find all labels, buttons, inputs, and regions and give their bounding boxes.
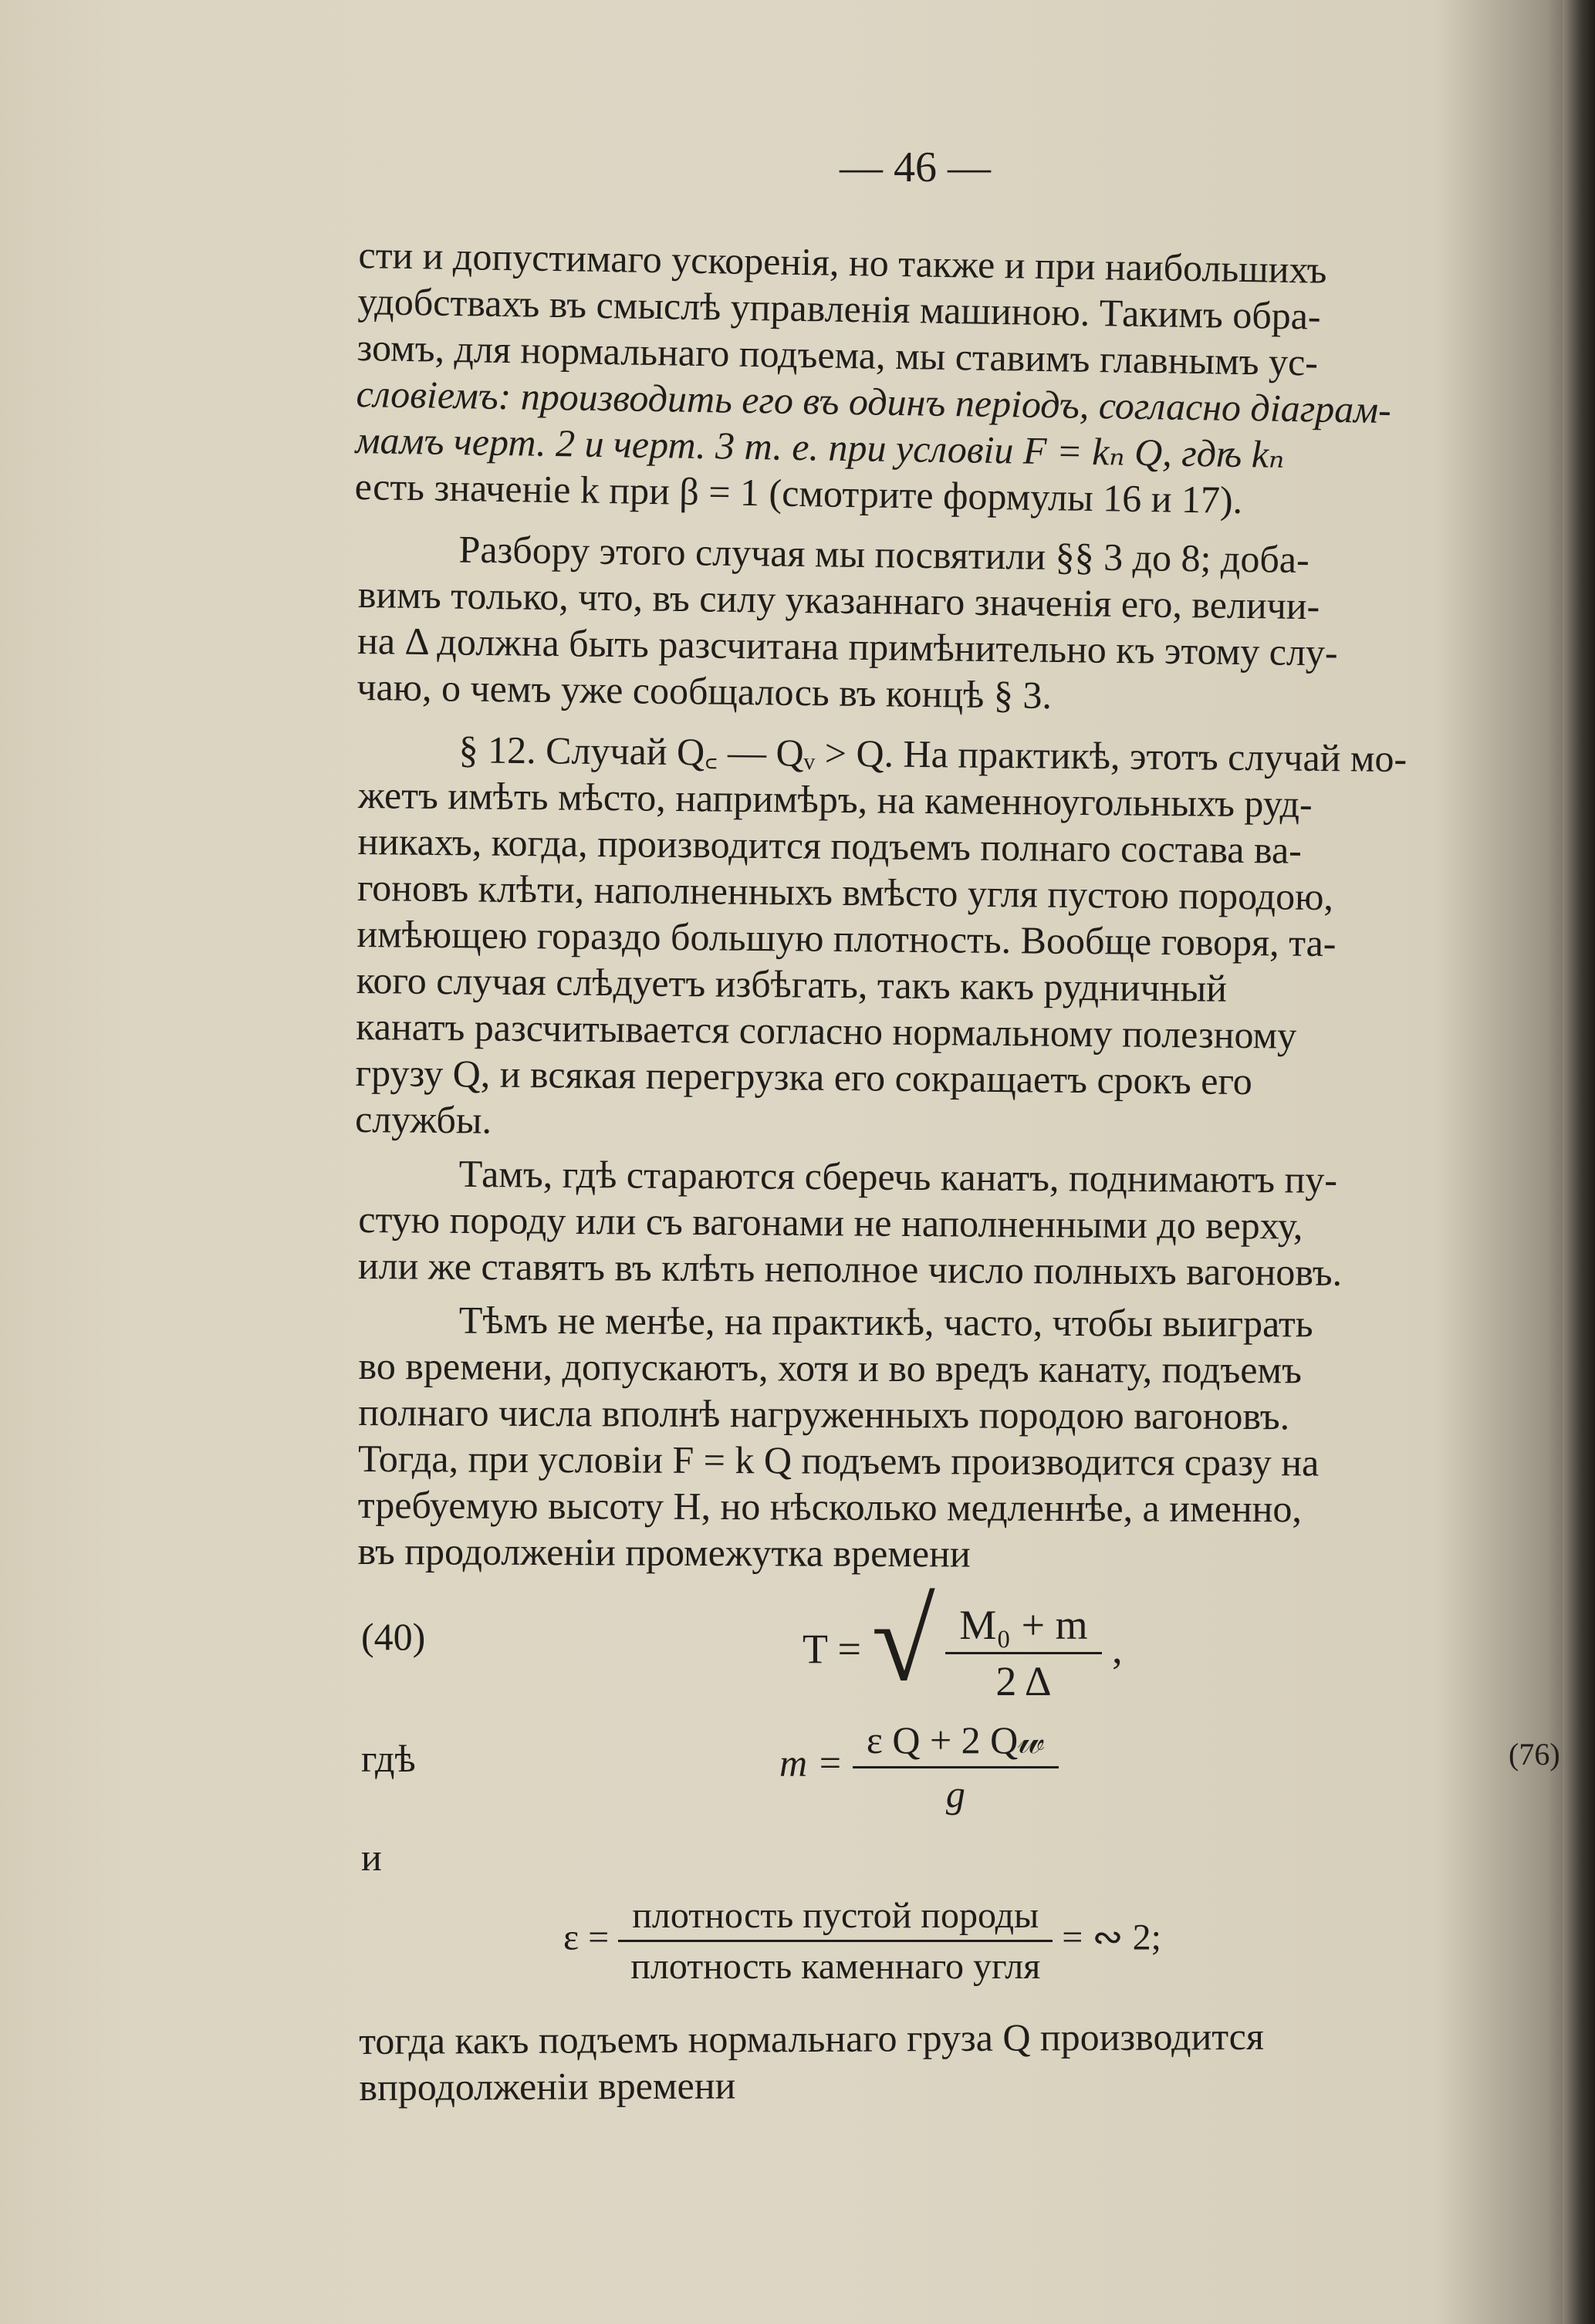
section-heading-line: § 12. Случай Q꜀ — Qᵥ > Q. На практикѣ, этотъ случай мо- [458,728,1407,781]
fraction [853,1718,1059,1816]
text-line: удобствахъ въ смыслѣ управленія машиною. Такимъ обра- [357,279,1322,338]
equation-lhs: ε = [563,1917,610,1958]
text-line: на Δ должна быть разсчитана примѣнительно къ этому слу- [357,618,1338,674]
paragraph-section-12 [355,725,1563,1154]
equation-lhs: T = [803,1626,861,1672]
text-line-italic: словіемъ: производить его въ одинъ періодъ, согласно діаграм- [356,371,1392,432]
paragraph-5 [357,1296,1563,1579]
equation-rhs: = ∾ 2; [1062,1917,1161,1958]
equation-number-76: (76) [1509,1737,1560,1772]
fraction-denominator: g [945,1772,965,1816]
paragraph-2 [357,525,1563,725]
equation-tail: , [1112,1626,1123,1672]
book-spine-shadow [1563,0,1595,2324]
equation-76 [779,1718,1059,1816]
text-line-italic: мамъ черт. 2 и черт. 3 т. е. при условіи F = kₙ Q, гдѣ kₙ [355,417,1285,476]
text-line: или же ставятъ въ клѣть неполное число полныхъ вагоновъ. [357,1243,1343,1294]
text-line: есть значеніе k при β = 1 (смотрите формулы 16 и 17). [354,464,1243,522]
text-line: Тѣмъ не менѣе, на практикѣ, часто, чтобы выиграть [458,1298,1313,1346]
text-line: въ продолженіи промежутка времени [357,1529,971,1576]
text-line: канатъ разсчитывается согласно нормальному полезному [355,1004,1297,1057]
text-line: имѣющею гораздо большую плотность. Вообще говоря, та- [357,911,1336,965]
text-line: впродолженіи времени [359,2063,736,2109]
fraction-denominator: 2 Δ [995,1658,1052,1705]
text-line: Тамъ, гдѣ стараются сберечь канатъ, поднимаютъ пу- [458,1151,1338,1201]
equation-epsilon [563,1894,1161,1988]
text-line: никахъ, когда, производится подъемъ полнаго состава ва- [357,819,1303,872]
sqrt-sign-icon: √ [871,1577,935,1705]
text-line: сти и допустимаго ускоренія, но также и при наибольшихъ [358,232,1327,292]
fraction-denominator: плотность каменнаго угля [630,1946,1041,1987]
equation-40 [803,1577,1123,1705]
paragraph-last [359,2012,1563,2110]
text-line: чаю, о чемъ уже сообщалось въ концѣ § 3. [357,664,1053,717]
fraction-numerator: плотность пустой породы [618,1894,1053,1942]
paragraph-4 [358,1150,1563,1297]
text-line: Тогда, при условіи F = k Q подъемъ производится сразу на [357,1436,1320,1485]
fraction-numerator: M₀ + m [945,1601,1101,1654]
fraction [618,1894,1053,1988]
text-line: службы. [354,1096,492,1142]
fraction [945,1601,1101,1705]
equation-lhs: m = [779,1741,843,1785]
text-line: грузу Q, и всякая перегрузка его сокращаетъ срокъ его [355,1050,1253,1103]
text-line: стую породу или съ вагонами не наполненными до верху, [358,1197,1303,1248]
text-line: требуемую высоту H, но нѣсколько медленнѣе, а именно, [357,1482,1303,1531]
text-line: зомъ, для нормальнаго подъема, мы ставимъ главнымъ ус- [357,325,1319,384]
text-line: гоновъ клѣти, наполненныхъ вмѣсто угля пустою породою, [357,865,1334,919]
where-word: гдѣ [361,1737,416,1780]
paragraph-1 [354,231,1562,528]
text-line: полнаго числа вполнѣ нагруженныхъ породою вагоновъ. [358,1390,1290,1438]
text-line: Разбору этого случая мы посвятили §§ 3 до 8; доба- [458,527,1310,582]
equation-number-40: (40) [361,1615,426,1658]
fraction-numerator: ε Q + 2 Q𝓌 [853,1718,1059,1768]
text-line: во времени, допускаютъ, хотя и во вредъ канату, подъемъ [358,1343,1303,1392]
text-line: тогда какъ подъемъ нормальнаго груза Q производится [359,2014,1265,2062]
text-line: жетъ имѣть мѣсто, напримѣръ, на каменноугольныхъ руд- [357,772,1313,826]
text-line: вимъ только, что, въ силу указаннаго значенія его, величи- [357,572,1320,628]
and-word: и [361,1836,382,1879]
page-number: — 46 — [840,144,991,191]
text-line: кого случая слѣдуетъ избѣгать, такъ какъ рудничный [356,958,1228,1010]
